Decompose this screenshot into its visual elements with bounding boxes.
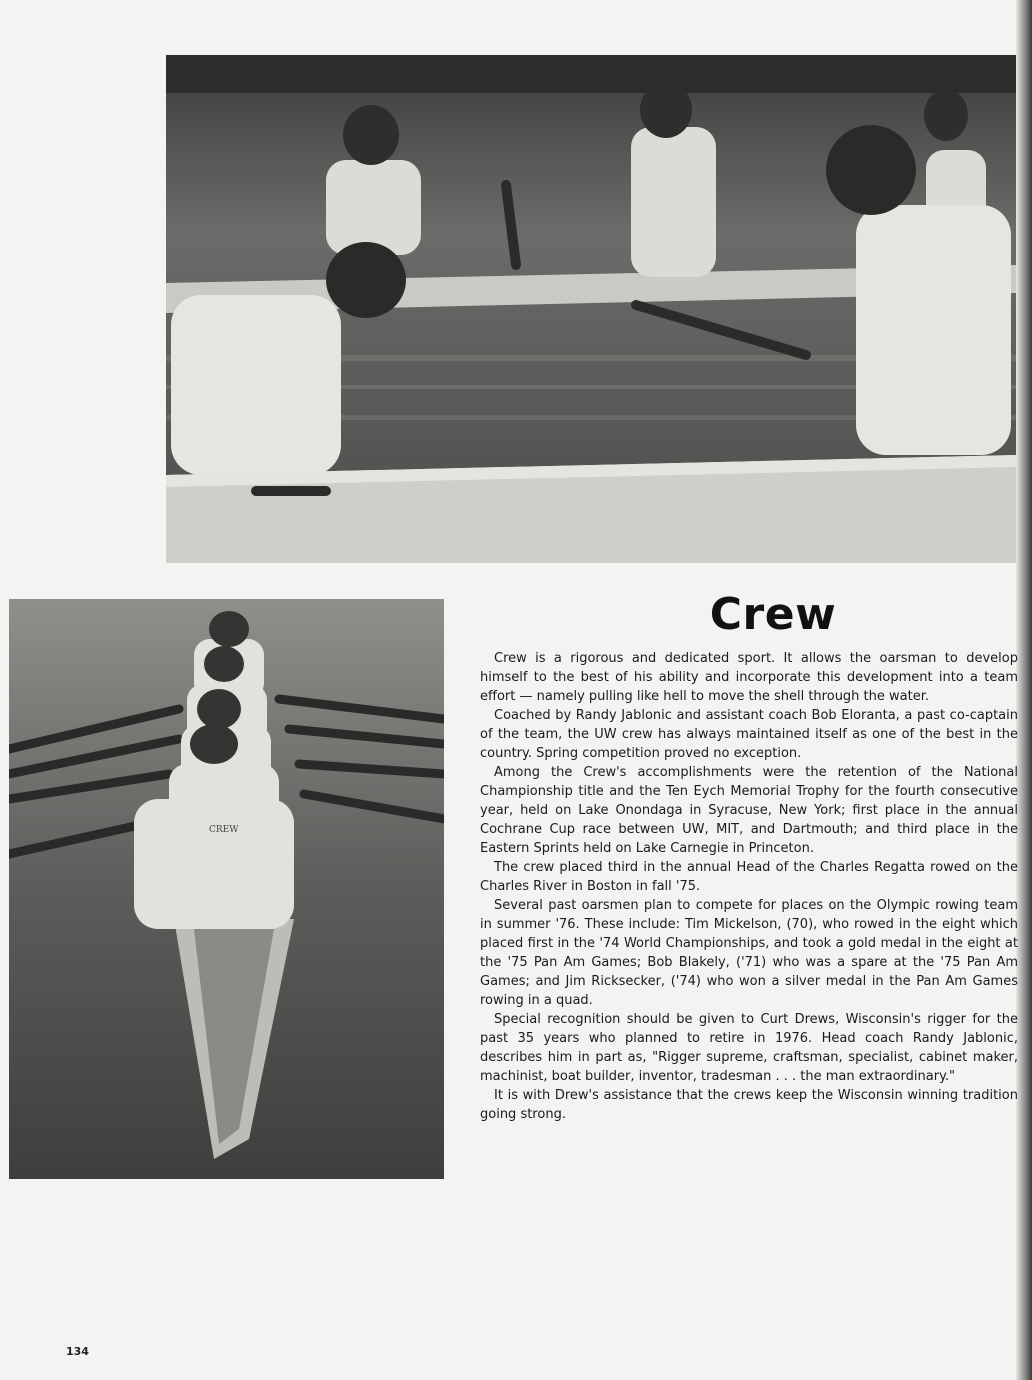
rowers-side-photo <box>166 55 1016 563</box>
shirt-text: CREW <box>209 825 239 835</box>
article-paragraph: Several past oarsmen plan to compete for places on the Olympic rowing team in summer '76. These include: Tim Mickelson, (70), who rowed in the eight which placed first in the '74 World Championships, and took a gold medal in the eight at the '75 Pan Am Games; Bob Blakely, ('71) who was a spare at the '75 Pan Am Games; and Jim Ricksecker, ('74) who won a silver medal in the Pan Am Games rowing in a quad. <box>480 898 1018 1008</box>
article-body <box>480 649 1018 1124</box>
article-paragraph: It is with Drew's assistance that the crews keep the Wisconsin winning tradition going strong. <box>480 1088 1018 1122</box>
rowers-rear-photo <box>9 599 444 1179</box>
article-paragraph: Special recognition should be given to Curt Drews, Wisconsin's rigger for the past 35 years who planned to retire in 1976. Head coach Randy Jablonic, describes him in part as, "Rigger supreme, craftsman, specialist, cabinet maker, machinist, boat builder, inventor, tradesman . . . the man extraordinary." <box>480 1012 1018 1084</box>
crew-article <box>480 588 1018 1124</box>
page-binding-edge <box>1016 0 1032 1380</box>
article-paragraph: The crew placed third in the annual Head of the Charles Regatta rowed on the Charles River in Boston in fall '75. <box>480 860 1018 894</box>
article-paragraph: Crew is a rigorous and dedicated sport. It allows the oarsman to develop himself to the best of his ability and incorporate this development into a team effort — namely pulling like hell to move the shell through the water. <box>480 651 1018 704</box>
article-paragraph: Among the Crew's accomplishments were the retention of the National Championship title and the Ten Eych Memorial Trophy for the fourth consecutive year, held on Lake Onondaga in Syracuse, New York; first place in the annual Cochrane Cup race between UW, MIT, and Dartmouth; and third place in the Eastern Sprints held on Lake Carnegie in Princeton. <box>480 765 1018 856</box>
article-title: Crew <box>709 589 837 640</box>
page-number: 134 <box>66 1345 89 1358</box>
article-paragraph: Coached by Randy Jablonic and assistant coach Bob Eloranta, a past co-captain of the team, the UW crew has always maintained itself as one of the best in the country. Spring competition proved no exception. <box>480 708 1018 761</box>
